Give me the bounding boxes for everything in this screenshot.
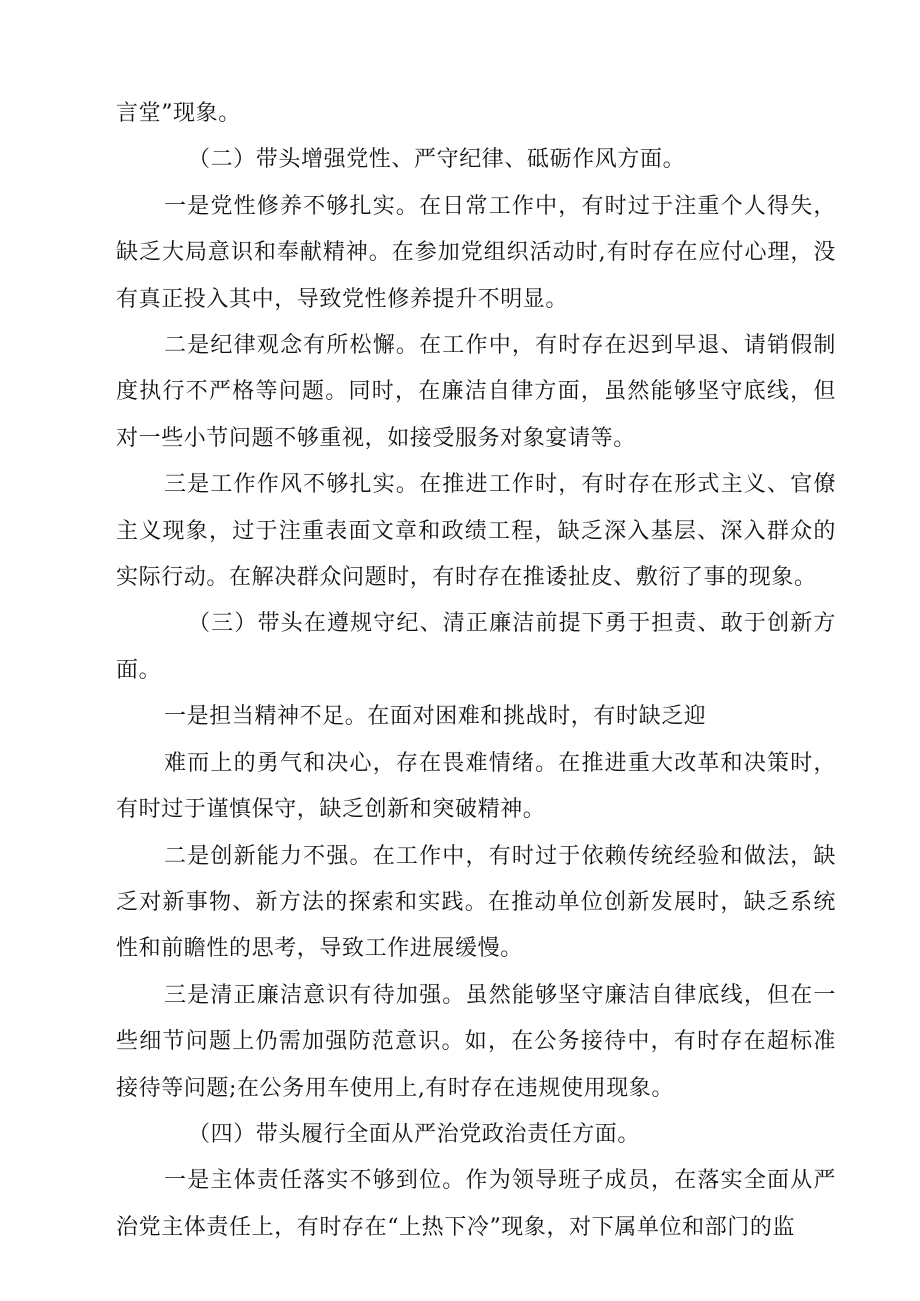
- document-body: [116, 91, 836, 1251]
- paragraph-3-1a: 一是担当精神不足。在面对困难和挑战时，有时缺乏迎: [164, 704, 707, 730]
- paragraph-continuation: 言堂”现象。: [116, 101, 241, 126]
- section-heading-4: （四）带头履行全面从严治党政治责任方面。: [188, 1121, 641, 1147]
- paragraph-3-1b: 难而上的勇气和决心，存在畏难情绪。在推进重大改革和决策时，有时过于谨慎保守，缺乏创新和突破精神。: [116, 750, 836, 823]
- paragraph-2-1: 一是党性修养不够扎实。在日常工作中，有时过于注重个人得失，缺乏大局意识和奉献精神。在参加党组织活动时,有时存在应付心理，没有真正投入其中，导致党性修养提升不明显。: [116, 193, 836, 312]
- section-heading-2: （二）带头增强党性、严守纪律、砥砺作风方面。: [188, 147, 686, 173]
- paragraph-3-3: 三是清正廉洁意识有待加强。虽然能够坚守廉洁自律底线，但在一些细节问题上仍需加强防范意识。如，在公务接待中，有时存在超标准接待等问题;在公务用车使用上,有时存在违规使用现象。: [116, 982, 836, 1101]
- paragraph-4-1: 一是主体责任落实不够到位。作为领导班子成员，在落实全面从严治党主体责任上，有时存在“上热下冷”现象，对下属单位和部门的监: [116, 1168, 836, 1240]
- paragraph-2-2: 二是纪律观念有所松懈。在工作中，有时存在迟到早退、请销假制度执行不严格等问题。同时，在廉洁自律方面，虽然能够坚守底线，但对一些小节问题不够重视，如接受服务对象宴请等。: [116, 333, 836, 451]
- section-heading-3: （三）带头在遵规守纪、清正廉洁前提下勇于担责、敢于创新方面。: [116, 611, 836, 683]
- paragraph-2-3: 三是工作作风不够扎实。在推进工作时，有时存在形式主义、官僚主义现象，过于注重表面文章和政绩工程，缺乏深入基层、深入群众的实际行动。在解决群众问题时，有时存在推诿扯皮、敷衍了事的现象。: [116, 472, 836, 591]
- paragraph-3-2: 二是创新能力不强。在工作中，有时过于依赖传统经验和做法，缺乏对新事物、新方法的探索和实践。在推动单位创新发展时，缺乏系统性和前瞻性的思考，导致工作进展缓慢。: [116, 843, 836, 962]
